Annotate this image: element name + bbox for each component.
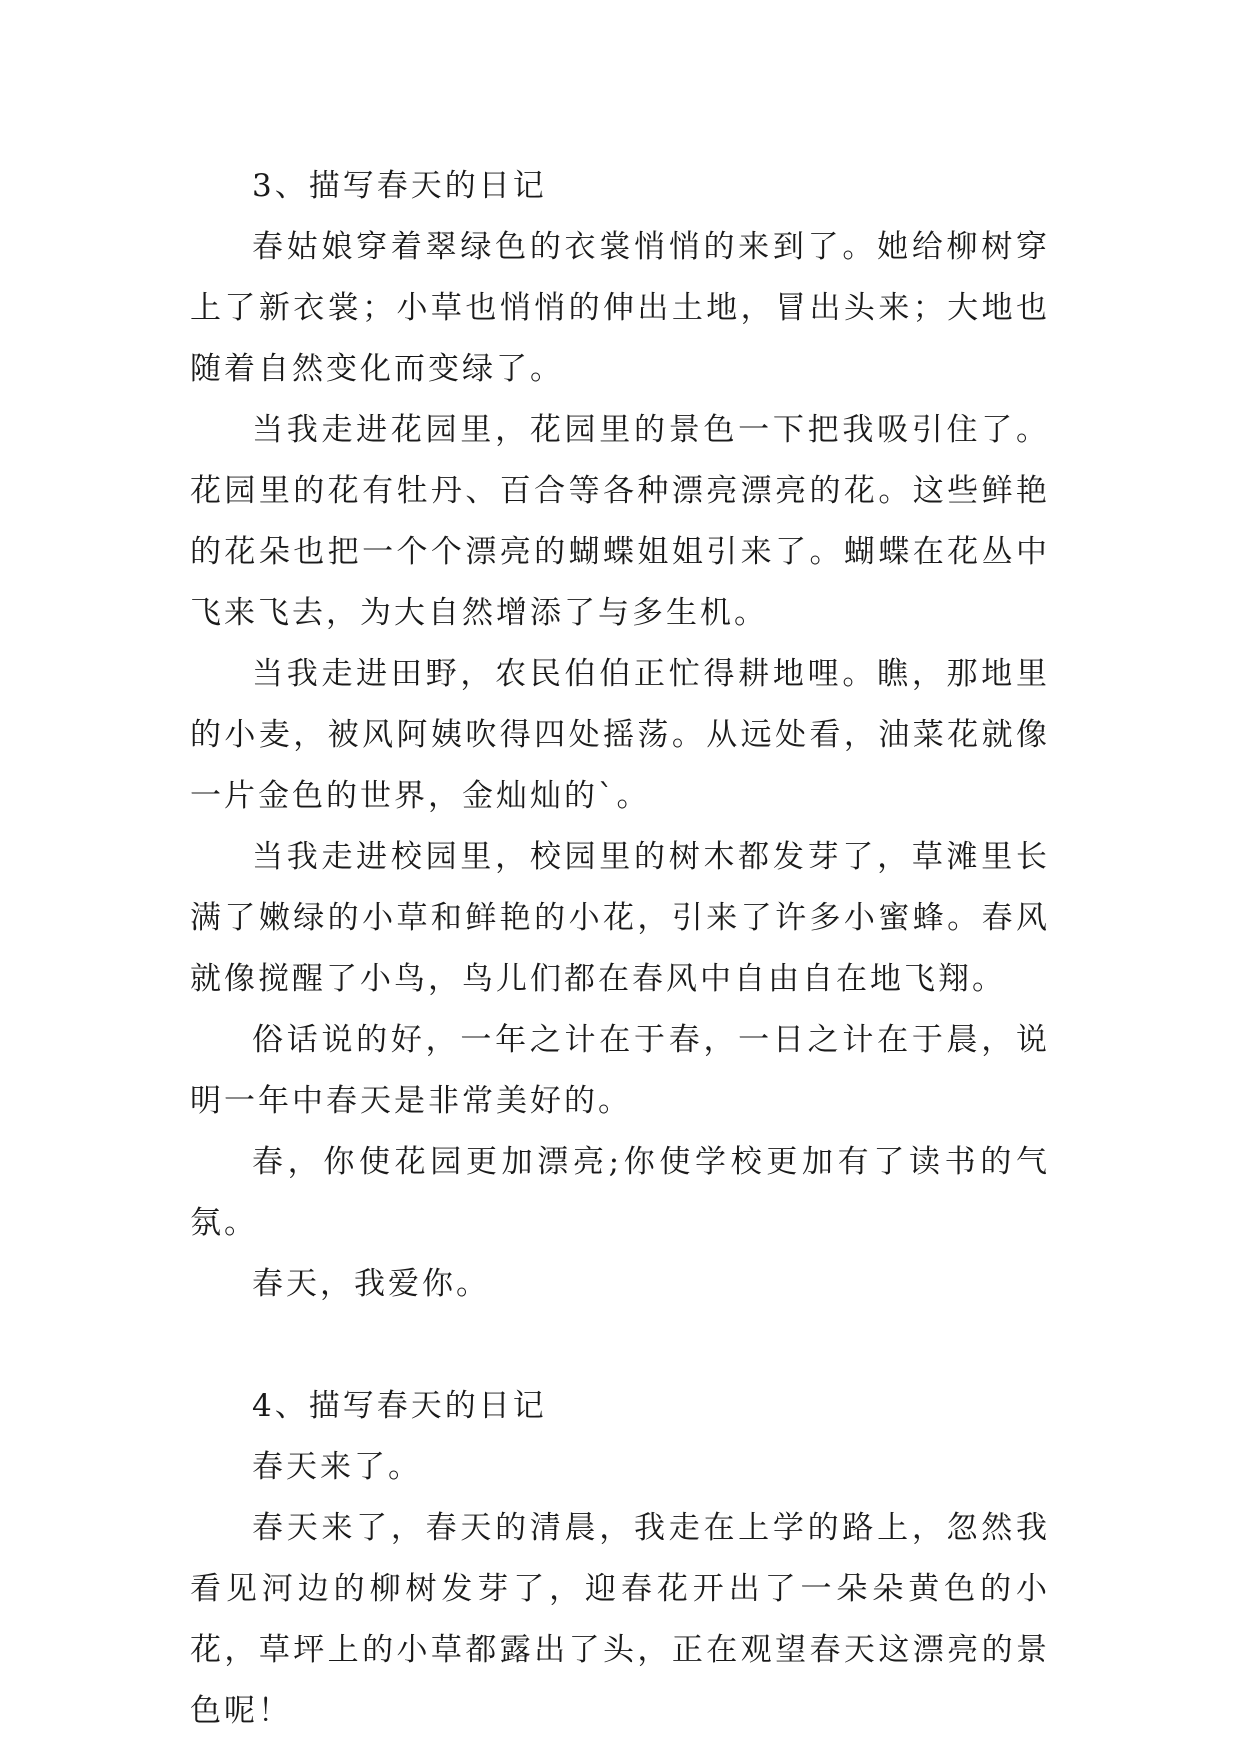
section-4-title: 4、描写春天的日记 bbox=[252, 1388, 547, 1424]
section-3-paragraph-1: 春姑娘穿着翠绿色的衣裳悄悄的来到了。她给柳树穿上了新衣裳；小草也悄悄的伸出土地，冒出头来；大地也随着自然变化而变绿了。 bbox=[190, 229, 1050, 387]
section-3-paragraph-3: 当我走进田野，农民伯伯正忙得耕地哩。瞧，那地里的小麦，被风阿姨吹得四处摇荡。从远处看，油菜花就像一片金色的世界，金灿灿的`。 bbox=[190, 656, 1050, 814]
section-3-paragraph-5: 俗话说的好，一年之计在于春，一日之计在于晨，说明一年中春天是非常美好的。 bbox=[190, 1022, 1050, 1119]
section-3-paragraph-4: 当我走进校园里，校园里的树木都发芽了，草滩里长满了嫩绿的小草和鲜艳的小花，引来了许多小蜜蜂。春风就像搅醒了小鸟，鸟儿们都在春风中自由自在地飞翔。 bbox=[190, 839, 1050, 997]
section-4-paragraph-2: 春天来了，春天的清晨，我走在上学的路上，忽然我看见河边的柳树发芽了，迎春花开出了一朵朵黄色的小花，草坪上的小草都露出了头，正在观望春天这漂亮的景色呢！ bbox=[190, 1510, 1050, 1729]
section-3-title: 3、描写春天的日记 bbox=[252, 168, 547, 204]
document-body bbox=[190, 156, 1050, 1742]
section-3-paragraph-2: 当我走进花园里，花园里的景色一下把我吸引住了。花园里的花有牡丹、百合等各种漂亮漂亮的花。这些鲜艳的花朵也把一个个漂亮的蝴蝶姐姐引来了。蝴蝶在花丛中飞来飞去，为大自然增添了与多生机。 bbox=[190, 412, 1050, 631]
section-4-paragraph-1: 春天来了。 bbox=[252, 1449, 422, 1485]
section-3-paragraph-7: 春天，我爱你。 bbox=[252, 1266, 490, 1302]
section-gap bbox=[190, 1315, 1050, 1376]
section-3-paragraph-6: 春，你使花园更加漂亮;你使学校更加有了读书的气氛。 bbox=[190, 1144, 1050, 1241]
